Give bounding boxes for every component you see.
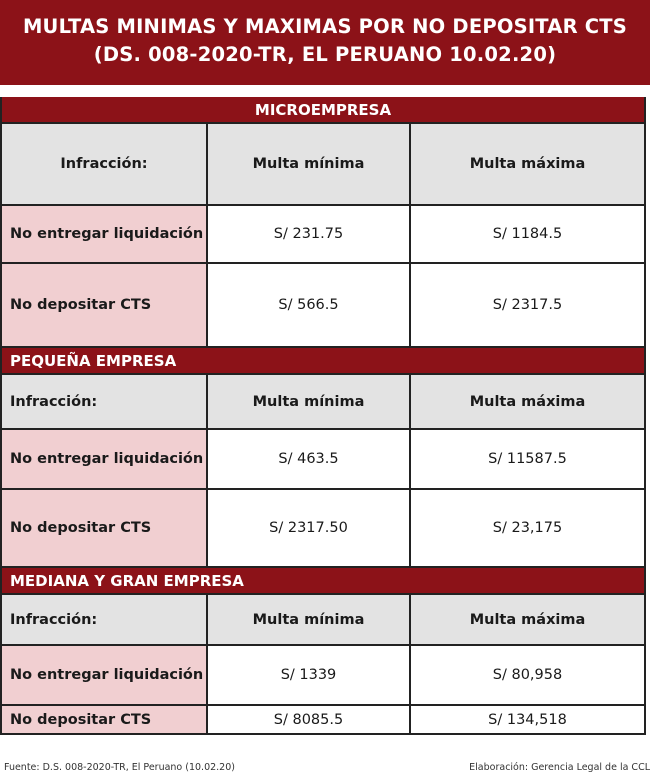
table-row	[2, 206, 644, 264]
header-multa-minima: Multa mínima	[208, 124, 411, 204]
multa-maxima-value: S/ 134,518	[411, 706, 644, 733]
table-row	[2, 706, 644, 735]
infraccion-label: No entregar liquidación	[2, 430, 208, 488]
header-multa-minima: Multa mínima	[208, 595, 411, 644]
multa-maxima-value: S/ 23,175	[411, 490, 644, 566]
header-infraccion: Infracción:	[2, 595, 208, 644]
multa-minima-value: S/ 1339	[208, 646, 411, 704]
multa-maxima-value: S/ 1184.5	[411, 206, 644, 262]
infraccion-label: No entregar liquidación	[2, 206, 208, 262]
header-infraccion: Infracción:	[2, 124, 208, 204]
column-header-row	[2, 375, 644, 430]
section-header-pequena-empresa: PEQUEÑA EMPRESA	[2, 348, 644, 375]
multa-minima-value: S/ 566.5	[208, 264, 411, 346]
multa-minima-value: S/ 463.5	[208, 430, 411, 488]
footer-source: Fuente: D.S. 008-2020-TR, El Peruano (10.02.20)	[4, 762, 235, 773]
infraccion-label: No depositar CTS	[2, 706, 208, 733]
multa-maxima-value: S/ 80,958	[411, 646, 644, 704]
infraccion-label: No depositar CTS	[2, 490, 208, 566]
column-header-row	[2, 595, 644, 646]
infraccion-label: No depositar CTS	[2, 264, 208, 346]
header-multa-maxima: Multa máxima	[411, 124, 644, 204]
title-line-2: (DS. 008-2020-TR, EL PERUANO 10.02.20)	[93, 43, 557, 66]
table-row	[2, 646, 644, 706]
table-row	[2, 490, 644, 568]
header-multa-maxima: Multa máxima	[411, 595, 644, 644]
multa-maxima-value: S/ 2317.5	[411, 264, 644, 346]
multa-maxima-value: S/ 11587.5	[411, 430, 644, 488]
multa-minima-value: S/ 2317.50	[208, 490, 411, 566]
header-multa-minima: Multa mínima	[208, 375, 411, 428]
multa-minima-value: S/ 8085.5	[208, 706, 411, 733]
title-line-1: MULTAS MINIMAS Y MAXIMAS POR NO DEPOSITAR CTS	[22, 15, 628, 38]
multa-minima-value: S/ 231.75	[208, 206, 411, 262]
footer-author: Elaboración: Gerencia Legal de la CCL	[469, 762, 650, 773]
infraccion-label: No entregar liquidación	[2, 646, 208, 704]
fines-table	[0, 97, 646, 735]
title-banner	[0, 0, 650, 85]
table-row	[2, 430, 644, 490]
section-header-microempresa: MICROEMPRESA	[2, 97, 644, 124]
footer	[0, 760, 650, 781]
column-header-row	[2, 124, 644, 206]
header-infraccion: Infracción:	[2, 375, 208, 428]
table-row	[2, 264, 644, 348]
section-header-mediana-gran-empresa: MEDIANA Y GRAN EMPRESA	[2, 568, 644, 595]
header-multa-maxima: Multa máxima	[411, 375, 644, 428]
